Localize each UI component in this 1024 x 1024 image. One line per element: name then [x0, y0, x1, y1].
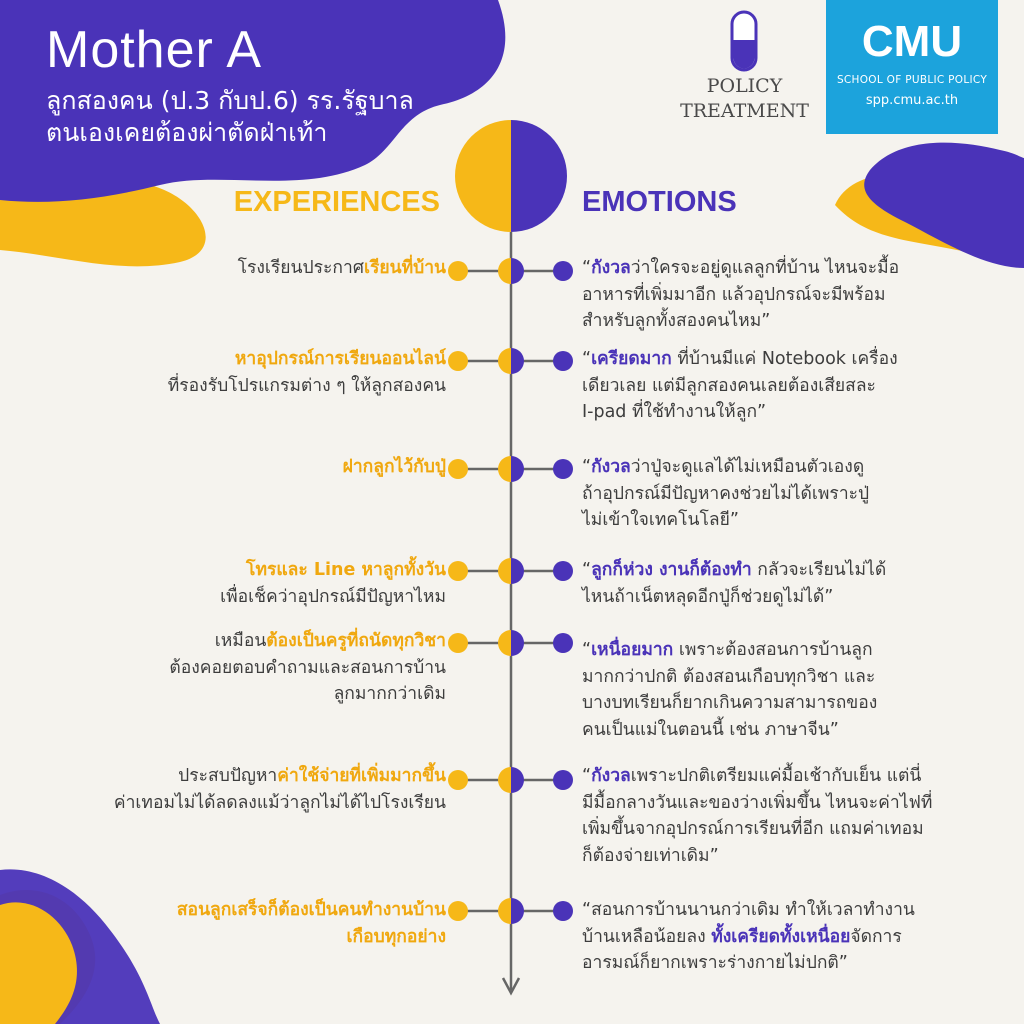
emo-text: มีมื้อกลางวันและของว่างเพิ่มขึ้น ไหนจะค่าไฟที่	[582, 792, 933, 813]
exp-highlight: หาอุปกรณ์การเรียนออนไลน์	[234, 349, 446, 369]
emo-text: เพราะต้องสอนการบ้านลูก	[673, 640, 873, 660]
timeline-node-left-7	[498, 898, 511, 924]
timeline-node-left-3	[498, 456, 511, 482]
quote-mark: “	[582, 766, 592, 786]
emo-highlight: ทั้งเครียดทั้งเหนื่อย	[711, 926, 851, 947]
dot-experience-7	[448, 901, 468, 921]
experiences-heading: EXPERIENCES	[233, 186, 440, 218]
subtitle-line-2: ตนเองเคยต้องผ่าตัดฝ่าเท้า	[46, 118, 328, 147]
emotion-6	[582, 763, 1010, 869]
cmu-logo-block	[826, 0, 998, 134]
emo-text: ว่าปู่จะดูแลได้ไม่เหมือนตัวเองดู	[630, 457, 865, 477]
exp-text: เหมือน	[214, 631, 267, 651]
emotion-3	[582, 454, 1010, 534]
quote-mark: “	[582, 640, 592, 660]
policy-treatment-label	[672, 74, 817, 124]
emo-highlight: กังวล	[591, 258, 631, 278]
emo-text: I-pad ที่ใช้ทำงานให้ลูก”	[582, 402, 767, 423]
dot-experience-1	[448, 261, 468, 281]
experience-7	[177, 897, 446, 950]
exp-text: ประสบปัญหา	[178, 766, 278, 786]
emo-text: ไม่เข้าใจเทคโนโลยี”	[582, 510, 739, 531]
treatment-line: TREATMENT	[680, 100, 809, 123]
dot-emotion-2	[553, 351, 573, 371]
timeline-node-left-1	[498, 258, 511, 284]
exp-text: โรงเรียนประกาศ	[237, 258, 364, 278]
emo-text: กลัวจะเรียนไม่ได้	[751, 560, 887, 580]
timeline-node-left-6	[498, 767, 511, 793]
page-title: Mother A	[46, 21, 263, 79]
emo-text: มากกว่าปกติ ต้องสอนเกือบทุกวิชา และ	[582, 666, 876, 687]
emo-text: บางบทเรียนก็ยากเกินความสามารถของ	[582, 693, 878, 714]
emotion-4	[582, 557, 1010, 610]
dot-emotion-5	[553, 633, 573, 653]
quote-mark: “	[582, 457, 592, 477]
exp-highlight: สอนลูกเสร็จก็ต้องเป็นคนทำงานบ้าน	[176, 900, 446, 920]
timeline-node-left-4	[498, 558, 511, 584]
dot-experience-6	[448, 770, 468, 790]
timeline-node-left-2	[498, 348, 511, 374]
exp-highlight: ต้องเป็นครูที่ถนัดทุกวิชา	[266, 631, 446, 651]
dot-experience-5	[448, 633, 468, 653]
emo-text: อาหารที่เพิ่มมาอีก แล้วอุปกรณ์จะมีพร้อม	[582, 284, 886, 305]
emo-text: เพิ่มขึ้นจากอุปกรณ์การเรียนที่อีก แถมค่าเทอม	[582, 819, 924, 840]
purple-blob-right	[864, 143, 1024, 268]
cmu-logo: CMU	[861, 17, 963, 66]
timeline-node-left-5	[498, 630, 511, 656]
policy-line: POLICY	[706, 75, 783, 97]
emo-text: บ้านเหลือน้อยลง	[582, 926, 712, 947]
dot-emotion-7	[553, 901, 573, 921]
emo-highlight: เครียดมาก	[591, 349, 672, 369]
emo-highlight: กังวล	[591, 766, 631, 786]
experience-4	[220, 557, 446, 610]
emo-text: สำหรับลูกทั้งสองคนไหม”	[582, 311, 771, 332]
emo-text: ก็ต้องจ่ายเท่าเดิม”	[582, 845, 719, 866]
dot-experience-4	[448, 561, 468, 581]
half-circle-yellow	[455, 120, 511, 232]
emo-text: “สอนการบ้านนานกว่าเดิม ทำให้เวลาทำงาน	[582, 900, 915, 920]
exp-highlight: ค่าใช้จ่ายที่เพิ่มมากขึ้น	[277, 766, 446, 786]
emo-text: อารมณ์ก็ยากเพราะร่างกายไม่ปกติ”	[582, 953, 848, 974]
quote-mark: “	[582, 560, 592, 580]
emo-text: จัดการ	[850, 926, 902, 947]
dot-experience-3	[448, 459, 468, 479]
exp-highlight: โทรและ Line หาลูกทั้งวัน	[246, 560, 446, 580]
half-circle-purple	[511, 120, 567, 232]
exp-highlight: เกือบทุกอย่าง	[346, 926, 446, 947]
exp-text: ค่าเทอมไม่ได้ลดลงแม้ว่าลูกไม่ได้ไปโรงเรียน	[113, 792, 446, 813]
emo-text: ถ้าอุปกรณ์มีปัญหาคงช่วยไม่ได้เพราะปู่	[582, 483, 870, 504]
emotion-2	[582, 346, 1010, 426]
dot-emotion-6	[553, 770, 573, 790]
emo-text: คนเป็นแม่ในตอนนี้ เช่น ภาษาจีน”	[582, 719, 839, 740]
experience-3	[343, 454, 446, 481]
emo-highlight: กังวล	[591, 457, 631, 477]
cmu-school-name: SCHOOL OF PUBLIC POLICY	[836, 74, 988, 86]
emo-text: ไหนถ้าเน็ตหลุดอีกปู่ก็ช่วยดูไม่ได้”	[582, 586, 834, 607]
emotion-7	[582, 897, 1010, 977]
exp-text: เพื่อเช็คว่าอุปกรณ์มีปัญหาไหม	[220, 586, 446, 607]
emo-text: เดียวเลย แต่มีลูกสองคนเลยต้องเสียสละ	[582, 375, 876, 396]
exp-text: ต้องคอยตอบคำถามและสอนการบ้าน	[169, 657, 446, 678]
experience-2	[168, 346, 446, 399]
timeline-node-right-6	[511, 767, 524, 793]
emo-text: ว่าใครจะอยู่ดูแลลูกที่บ้าน ไหนจะมื้อ	[630, 258, 900, 278]
quote-mark: “	[582, 258, 592, 278]
timeline-node-right-4	[511, 558, 524, 584]
emo-highlight: ลูกก็ห่วง งานก็ต้องทำ	[591, 560, 752, 580]
exp-highlight: ฝากลูกไว้กับปู่	[342, 457, 446, 477]
dot-experience-2	[448, 351, 468, 371]
quote-mark: “	[582, 349, 592, 369]
experience-5	[169, 628, 446, 708]
experience-1	[238, 255, 446, 282]
emo-text: เพราะปกติเตรียมแค่มื้อเช้ากับเย็น แต่นี่	[630, 766, 922, 786]
exp-text: ลูกมากกว่าเดิม	[333, 684, 446, 705]
timeline-node-right-2	[511, 348, 524, 374]
emo-text: ที่บ้านมีแค่ Notebook เครื่อง	[671, 349, 898, 369]
timeline-node-right-7	[511, 898, 524, 924]
cmu-url: spp.cmu.ac.th	[865, 93, 959, 108]
dot-emotion-4	[553, 561, 573, 581]
dot-emotion-3	[553, 459, 573, 479]
exp-highlight: เรียนที่บ้าน	[363, 258, 446, 278]
dot-emotion-1	[553, 261, 573, 281]
emo-highlight: เหนื่อยมาก	[591, 640, 674, 660]
exp-text: ที่รองรับโปรแกรมต่าง ๆ ให้ลูกสองคน	[167, 375, 446, 396]
emotions-heading: EMOTIONS	[582, 186, 737, 218]
timeline-node-right-1	[511, 258, 524, 284]
pill-icon	[732, 12, 756, 70]
emotion-1	[582, 255, 1010, 335]
emotion-5	[582, 637, 1010, 743]
timeline-node-right-3	[511, 456, 524, 482]
experience-6	[114, 763, 446, 816]
subtitle-line-1: ลูกสองคน (ป.3 กับป.6) รร.รัฐบาล	[46, 86, 414, 115]
timeline-node-right-5	[511, 630, 524, 656]
